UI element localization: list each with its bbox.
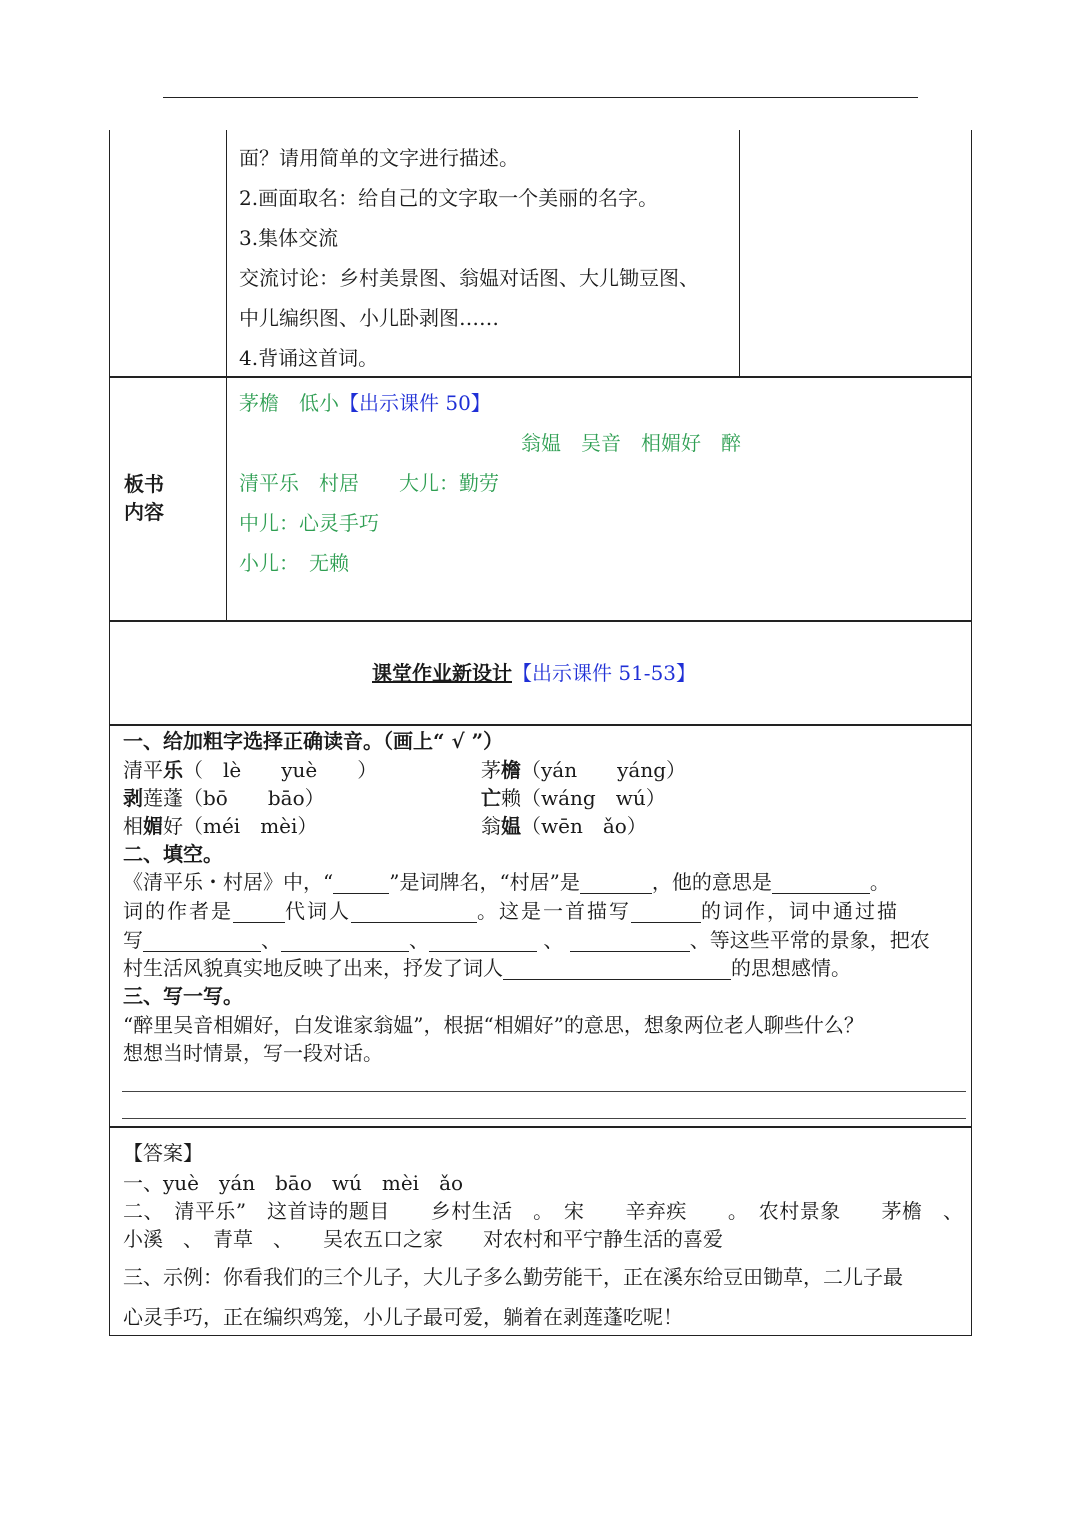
answer-blank[interactable] (351, 904, 477, 923)
writing-line[interactable] (122, 1091, 966, 1092)
answer-line: 二、 清平乐” 这首诗的题目 乡村生活 。 宋 辛弃疾 。 农村景象 茅檐 、 (123, 1199, 963, 1223)
board-line-2: 翁媪 吴音 相媚好 醉 (521, 431, 741, 455)
answer-blank[interactable] (503, 961, 731, 980)
writing-line[interactable] (122, 1118, 966, 1119)
step-line: 面？请用简单的文字进行描述。 (239, 146, 519, 170)
pinyin-item: 相媚好（méi mèi） (123, 814, 318, 838)
board-line-3: 清平乐 村居 大儿：勤劳 (239, 471, 499, 495)
board-text: 茅檐 低小 (239, 391, 339, 415)
answer-blank[interactable] (772, 875, 870, 894)
pinyin-item: 亡赖（wáng wú） (481, 786, 666, 810)
answer-blank[interactable] (333, 875, 389, 894)
homework-title-text: 课堂作业新设计 (372, 661, 512, 685)
exercise-heading: 二、填空。 (123, 842, 223, 866)
answer-blank[interactable] (570, 933, 690, 952)
step-line: 中儿编织图、小儿卧剥图…… (239, 306, 499, 330)
pinyin-item: 剥莲蓬（bō bāo） (123, 786, 325, 810)
board-line-4: 中儿：心灵手巧 (239, 511, 379, 535)
fill-line-1: 《清平乐・村居》中，“ ”是词牌名，“村居”是 ，他的意思是 。 (123, 870, 890, 894)
answer-blank[interactable] (429, 933, 537, 952)
fill-line-4: 村生活风貌真实地反映了出来，抒发了词人 的思想感情。 (123, 956, 851, 980)
fill-line-2: 词的作者是 代词人 。这是一首描写 的词作，词中通过描 (123, 899, 899, 923)
pinyin-item: 茅檐（yán yáng） (481, 758, 687, 782)
writing-prompt: “醉里吴音相媚好，白发谁家翁媪”，根据“相媚好”的意思，想象两位老人聊些什么？ (123, 1013, 864, 1037)
answers-heading: 【答案】 (123, 1141, 203, 1165)
answer-blank[interactable] (281, 933, 409, 952)
answer-blank[interactable] (631, 904, 701, 923)
header-rule (163, 97, 918, 98)
step-line: 3.集体交流 (239, 226, 339, 250)
exercises-cell (109, 724, 972, 1128)
answer-blank[interactable] (233, 904, 285, 923)
pinyin-item: 清平乐（ lè yuè ） (123, 758, 378, 782)
board-label: 板书 (124, 472, 164, 496)
pinyin-item: 翁媪（wēn ǎo） (481, 814, 647, 838)
exercise-heading: 三、写一写。 (123, 984, 243, 1008)
answer-line: 小溪 、 青草 、 吴农五口之家 对农村和平宁静生活的喜爱 (123, 1227, 723, 1251)
board-label: 内容 (124, 500, 164, 524)
board-divider (226, 376, 227, 622)
answer-blank[interactable] (143, 933, 261, 952)
step-line: 4.背诵这首词。 (239, 346, 379, 370)
exercise-heading: 一、给加粗字选择正确读音。（画上“ √ ”） (123, 729, 504, 753)
answer-line: 三、示例：你看我们的三个儿子，大儿子多么勤劳能干，正在溪东给豆田锄草，二儿子最 (123, 1265, 903, 1289)
answer-blank[interactable] (580, 875, 652, 894)
answer-line: 一、yuè yán bāo wú mèi ǎo (123, 1171, 464, 1195)
homework-title (372, 661, 696, 685)
step-line: 交流讨论：乡村美景图、翁媪对话图、大儿锄豆图、 (239, 266, 699, 290)
writing-prompt: 想想当时情景，写一段对话。 (123, 1041, 383, 1065)
column-divider-right (739, 130, 740, 378)
step-line: 2.画面取名：给自己的文字取一个美丽的名字。 (239, 186, 659, 210)
answer-line: 心灵手巧，正在编织鸡笼，小儿子最可爱，躺着在剥莲蓬吃呢！ (123, 1305, 683, 1329)
courseware-tag: 【出示课件 51-53】 (512, 661, 697, 685)
fill-line-3: 写 、 、 、 、等这些平常的景象，把农 (123, 928, 930, 952)
board-line-5: 小儿： 无赖 (239, 551, 349, 575)
board-line-1 (239, 391, 491, 415)
courseware-tag: 【出示课件 50】 (339, 391, 491, 415)
column-divider-left (226, 130, 227, 378)
